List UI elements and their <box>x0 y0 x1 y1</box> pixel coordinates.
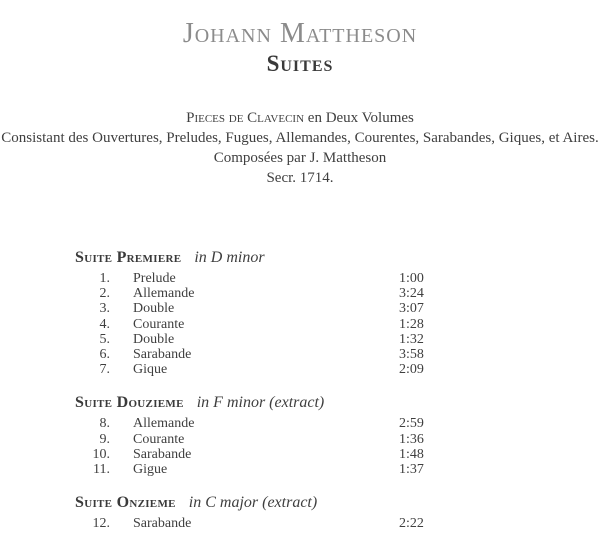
track-title: Gigue <box>133 462 168 478</box>
track-time: 1:48 <box>399 446 424 462</box>
track-time: 1:32 <box>399 331 424 347</box>
suite-section-onzieme <box>0 493 600 531</box>
track-row <box>0 347 600 362</box>
track-title: Gique <box>133 362 168 378</box>
track-row <box>0 516 600 531</box>
track-title: Double <box>133 301 175 317</box>
section-key: in F minor (extract) <box>196 394 325 412</box>
track-number: 3. <box>99 301 110 317</box>
work-title: Pieces de Clavecin <box>186 110 305 126</box>
section-header <box>0 248 600 267</box>
track-time: 2:22 <box>399 516 424 532</box>
track-row <box>0 271 600 286</box>
track-time: 1:28 <box>399 316 424 332</box>
track-row <box>0 332 600 347</box>
track-title: Double <box>133 331 175 347</box>
track-time: 2:59 <box>399 416 424 432</box>
description-line-contents: Consistant des Ouvertures, Preludes, Fugues, Allemandes, Courentes, Sarabandes, Giques, et Aires. <box>1 130 599 146</box>
track-time: 1:37 <box>399 462 424 478</box>
track-row <box>0 317 600 332</box>
track-row <box>0 462 600 477</box>
track-row <box>0 447 600 462</box>
section-title: Suite Douzieme <box>75 394 184 412</box>
track-time: 3:24 <box>399 286 424 302</box>
volumes-text: en Deux Volumes <box>304 110 414 126</box>
section-title: Suite Premiere <box>75 249 182 266</box>
track-number: 12. <box>92 516 110 532</box>
album-title: Suites <box>266 51 334 76</box>
track-title: Courante <box>133 431 185 447</box>
artist-title: Johann Mattheson <box>182 18 418 49</box>
track-row <box>0 301 600 316</box>
track-title: Prelude <box>133 271 176 286</box>
album-description <box>0 108 600 188</box>
track-row <box>0 432 600 447</box>
section-header <box>0 493 600 512</box>
track-number: 7. <box>99 362 110 378</box>
track-number: 10. <box>92 446 110 462</box>
track-time: 3:58 <box>399 347 424 363</box>
suite-section-premiere <box>0 248 600 377</box>
suite-section-douzieme <box>0 393 600 477</box>
section-key: in C major (extract) <box>188 494 318 512</box>
track-title: Sarabande <box>133 347 192 363</box>
description-line-composer: Composées par J. Mattheson <box>213 150 387 166</box>
track-time: 3:07 <box>399 301 424 317</box>
track-title: Sarabande <box>133 446 192 462</box>
track-number: 11. <box>93 462 110 478</box>
track-time: 2:09 <box>399 362 424 378</box>
track-number: 2. <box>99 286 110 302</box>
track-time: 1:36 <box>399 431 424 447</box>
track-number: 6. <box>99 347 110 363</box>
track-row <box>0 362 600 377</box>
track-number: 1. <box>99 271 110 286</box>
track-number: 5. <box>99 331 110 347</box>
track-number: 8. <box>99 416 110 432</box>
track-title: Sarabande <box>133 516 192 532</box>
track-title: Allemande <box>133 286 195 302</box>
track-title: Courante <box>133 316 185 332</box>
track-title: Allemande <box>133 416 195 432</box>
page-header <box>0 0 600 77</box>
track-row <box>0 416 600 431</box>
tracklist <box>0 248 600 531</box>
section-title: Suite Onzieme <box>75 494 176 512</box>
track-number: 9. <box>99 431 110 447</box>
description-line-volumes <box>0 108 600 128</box>
section-key: in D minor <box>194 249 265 266</box>
track-number: 4. <box>99 316 110 332</box>
track-row <box>0 286 600 301</box>
section-header <box>0 393 600 412</box>
track-time: 1:00 <box>399 271 424 286</box>
description-line-date: Secr. 1714. <box>266 170 334 186</box>
